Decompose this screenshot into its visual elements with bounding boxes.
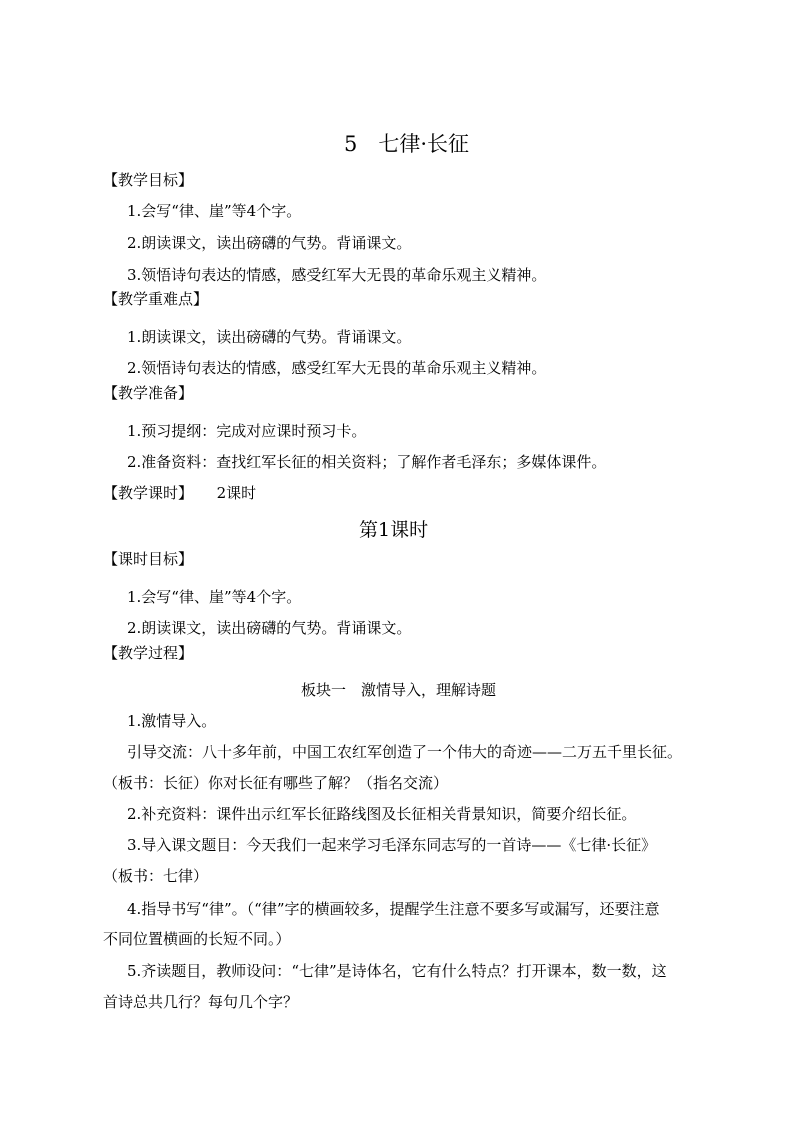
section-heading-goals: 【教学目标】	[103, 171, 194, 189]
lesson-goal-item: 1.会写“律、崖”等4个字。	[127, 588, 302, 606]
preparation-item: 1.预习提纲：完成对应课时预习卡。	[127, 422, 367, 440]
process-line: 首诗总共几行？每句几个字？	[103, 993, 299, 1011]
periods-label: 【教学课时】	[103, 484, 194, 502]
goal-item: 1.会写“律、崖”等4个字。	[127, 202, 302, 220]
section-heading-lesson-goals: 【课时目标】	[103, 550, 194, 568]
periods-value: 2课时	[216, 484, 257, 502]
key-point-item: 1.朗读课文，读出磅礴的气势。背诵课文。	[127, 328, 412, 346]
document-title: 5 七律·长征	[344, 132, 470, 156]
process-line: 4.指导书写“律”。（“律”字的横画较多，提醒学生注意不要多写或漏写，还要注意	[127, 900, 660, 918]
process-line: 5.齐读题目，教师设问：“七律”是诗体名，它有什么特点？打开课本，数一数，这	[127, 962, 667, 980]
goal-item: 3.领悟诗句表达的情感，感受红军大无畏的革命乐观主义精神。	[127, 266, 547, 284]
lesson-goal-item: 2.朗读课文，读出磅礴的气势。背诵课文。	[127, 619, 412, 637]
process-line: （板书：七律）	[103, 867, 209, 885]
section-heading-preparation: 【教学准备】	[103, 384, 194, 402]
key-point-item: 2.领悟诗句表达的情感，感受红军大无畏的革命乐观主义精神。	[127, 359, 547, 377]
process-line: （板书：长征）你对长征有哪些了解？（指名交流）	[103, 774, 449, 792]
process-line: 3.导入课文题目：今天我们一起来学习毛泽东同志写的一首诗——《七律·长征》	[127, 836, 657, 854]
process-line: 1.激情导入。	[127, 712, 217, 730]
section-heading-periods	[103, 483, 256, 503]
process-line: 2.补充资料：课件出示红军长征路线图及长征相关背景知识，简要介绍长征。	[127, 805, 637, 823]
process-line: 引导交流：八十多年前，中国工农红军创造了一个伟大的奇迹——二万五千里长征。	[127, 743, 683, 761]
block-title: 板块一 激情导入，理解诗题	[301, 681, 497, 699]
lesson-title: 第1课时	[359, 519, 429, 541]
section-heading-process: 【教学过程】	[103, 644, 194, 662]
goal-item: 2.朗读课文，读出磅礴的气势。背诵课文。	[127, 234, 412, 252]
process-line: 不同位置横画的长短不同。）	[103, 930, 291, 948]
preparation-item: 2.准备资料：查找红军长征的相关资料；了解作者毛泽东；多媒体课件。	[127, 453, 607, 471]
section-heading-key-points: 【教学重难点】	[103, 290, 209, 308]
